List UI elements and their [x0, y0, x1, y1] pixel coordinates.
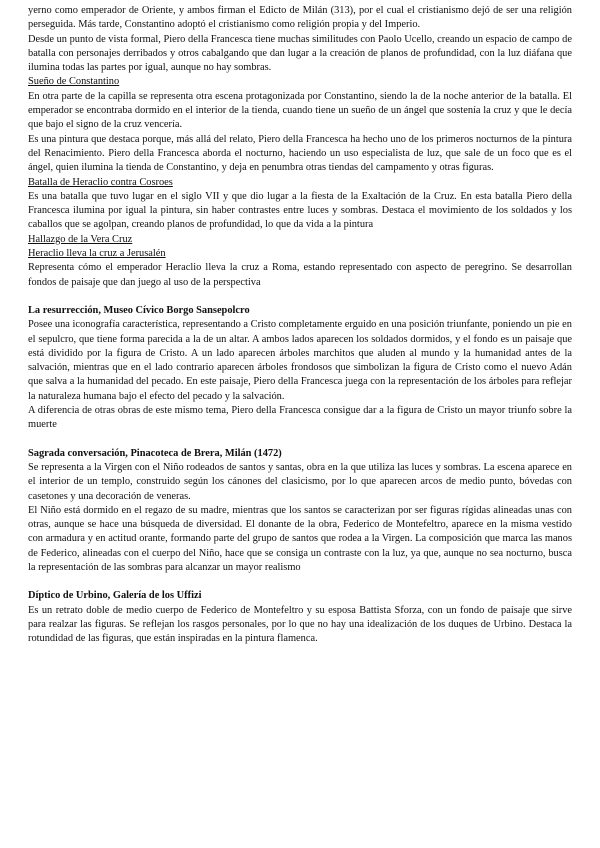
paragraph: Representa cómo el emperador Heraclio lleva la cruz a Roma, estando representado con aspecto de peregrino. Se desarrollan fondos de paisaje que dan juego al uso de la perspectiva — [28, 262, 572, 288]
subheading-hallazgo-vera-cruz: Hallazgo de la Vera Cruz — [28, 233, 133, 245]
paragraph: A diferencia de otras obras de este mismo tema, Piero della Francesca consigue dar a la figura de Cristo un mayor triunfo sobre la muerte — [28, 405, 572, 431]
spacer — [28, 433, 572, 447]
paragraph: Es una batalla que tuvo lugar en el siglo VII y que dio lugar a la fiesta de la Exaltación de la Cruz. En esta batalla Piero della Francesca ilumina por igual la pintura, sin haber contrastes entre luces y sombras. Destaca el movimiento de los soldados y los caballos que se agolpan, creando planos de profundidad, lo que da vida a la pintura — [28, 190, 572, 231]
paragraph: Desde un punto de vista formal, Piero della Francesca tiene muchas similitudes con Paolo Ucello, creando un espacio de campo de batalla con personajes derribados y otros cabalgando que dan lugar a la creación de planos de profundidad, con la luz diáfana que ilumina todas las partes por igual, aunque no hay sombras. — [28, 33, 572, 74]
paragraph: Se representa a la Virgen con el Niño rodeados de santos y santas, obra en la que utiliza las luces y sombras. La escena aparece en el interior de un templo, construido según los cánones del clasicismo, por lo que aparecen arcos de medio punto, bóvedas con casetones y una decoración de veneras. — [28, 461, 572, 502]
section-heading-diptico-urbino: Díptico de Urbino, Galería de los Uffizi — [28, 590, 202, 602]
paragraph: Posee una iconografía característica, representando a Cristo completamente erguido en una posición triunfante, poniendo un pie en el sepulcro, que tiene forma parecida a la de un altar. A ambos lados aparecen los soldados dormidos, y el fondo es un paisaje que está dividido por la figura de Cristo. A un lado aparecen árboles marchitos que aluden al mundo y la humanidad antes de la salvación, mientras que en el lado contrario aparecen árboles frondosos que simbolizan la figura de Cristo como el nuevo Adán que salva a la humanidad del pecado. En este paisaje, Piero della Francesca juega con la representación de los árboles para reflejar la naturaleza humana bajo el efecto del pecado y la salvación. — [28, 319, 572, 402]
section-heading-sagrada-conversacion: Sagrada conversación, Pinacoteca de Brera, Milán (1472) — [28, 447, 282, 459]
paragraph: En otra parte de la capilla se representa otra escena protagonizada por Constantino, siendo la de la noche anterior de la batalla. El emperador se encontraba dormido en el interior de la tienda, cuando tiene un sueño de un ángel que sostenía la cruz y que le decía que bajo el signo de la cruz vencería. — [28, 90, 572, 131]
spacer — [28, 290, 572, 304]
section-heading-resurreccion: La resurrección, Museo Cívico Borgo Sansepolcro — [28, 304, 250, 316]
subheading-heraclio-lleva-cruz: Heraclio lleva la cruz a Jerusalén — [28, 248, 166, 260]
subheading-batalla-heraclio: Batalla de Heraclio contra Cosroes — [28, 176, 173, 188]
subheading-sueno-constantino: Sueño de Constantino — [28, 76, 120, 88]
paragraph: yerno como emperador de Oriente, y ambos firman el Edicto de Milán (313), por el cual el cristianismo dejó de ser una religión perseguida. Más tarde, Constantino adoptó el cristianismo como religión propia y del Imperio. — [28, 5, 572, 31]
paragraph: Es un retrato doble de medio cuerpo de Federico de Montefeltro y su esposa Battista Sforza, con un fondo de paisaje que sirve para realzar las figuras. Se reflejan los rasgos personales, por lo que no hay una idealización de los duques de Urbino. Destaca la rotundidad de las figuras, que están inspiradas en la pintura flamenca. — [28, 604, 572, 645]
paragraph: Es una pintura que destaca porque, más allá del relato, Piero della Francesca ha hecho uno de los primeros nocturnos de la pintura del Renacimiento. Piero della Francesca aborda el nocturno, haciendo un uso especialista de luz, que sale de un foco que es el ángel, quien ilumina la tienda de Constantino, y deja en penumbra otras tiendas del campamento y otras figuras. — [28, 133, 572, 174]
paragraph: El Niño está dormido en el regazo de su madre, mientras que los santos se caracterizan por ser figuras rígidas alineadas unas con otras, aunque se hace una búsqueda de diversidad. El donante de la obra, Federico de Montefeltro, aparece en la misma vestido con armadura y en actitud orante, formando parte del grupo de santos que rodea a la Virgen. La composición que marca las manos de Federico, alineadas con el cuerpo del Niño, hace que se consiga un contraste con la luz, ya que, aunque no sea nocturno, busca la representación de las sombras para alcanzar un mayor realismo — [28, 504, 572, 573]
spacer — [28, 575, 572, 589]
